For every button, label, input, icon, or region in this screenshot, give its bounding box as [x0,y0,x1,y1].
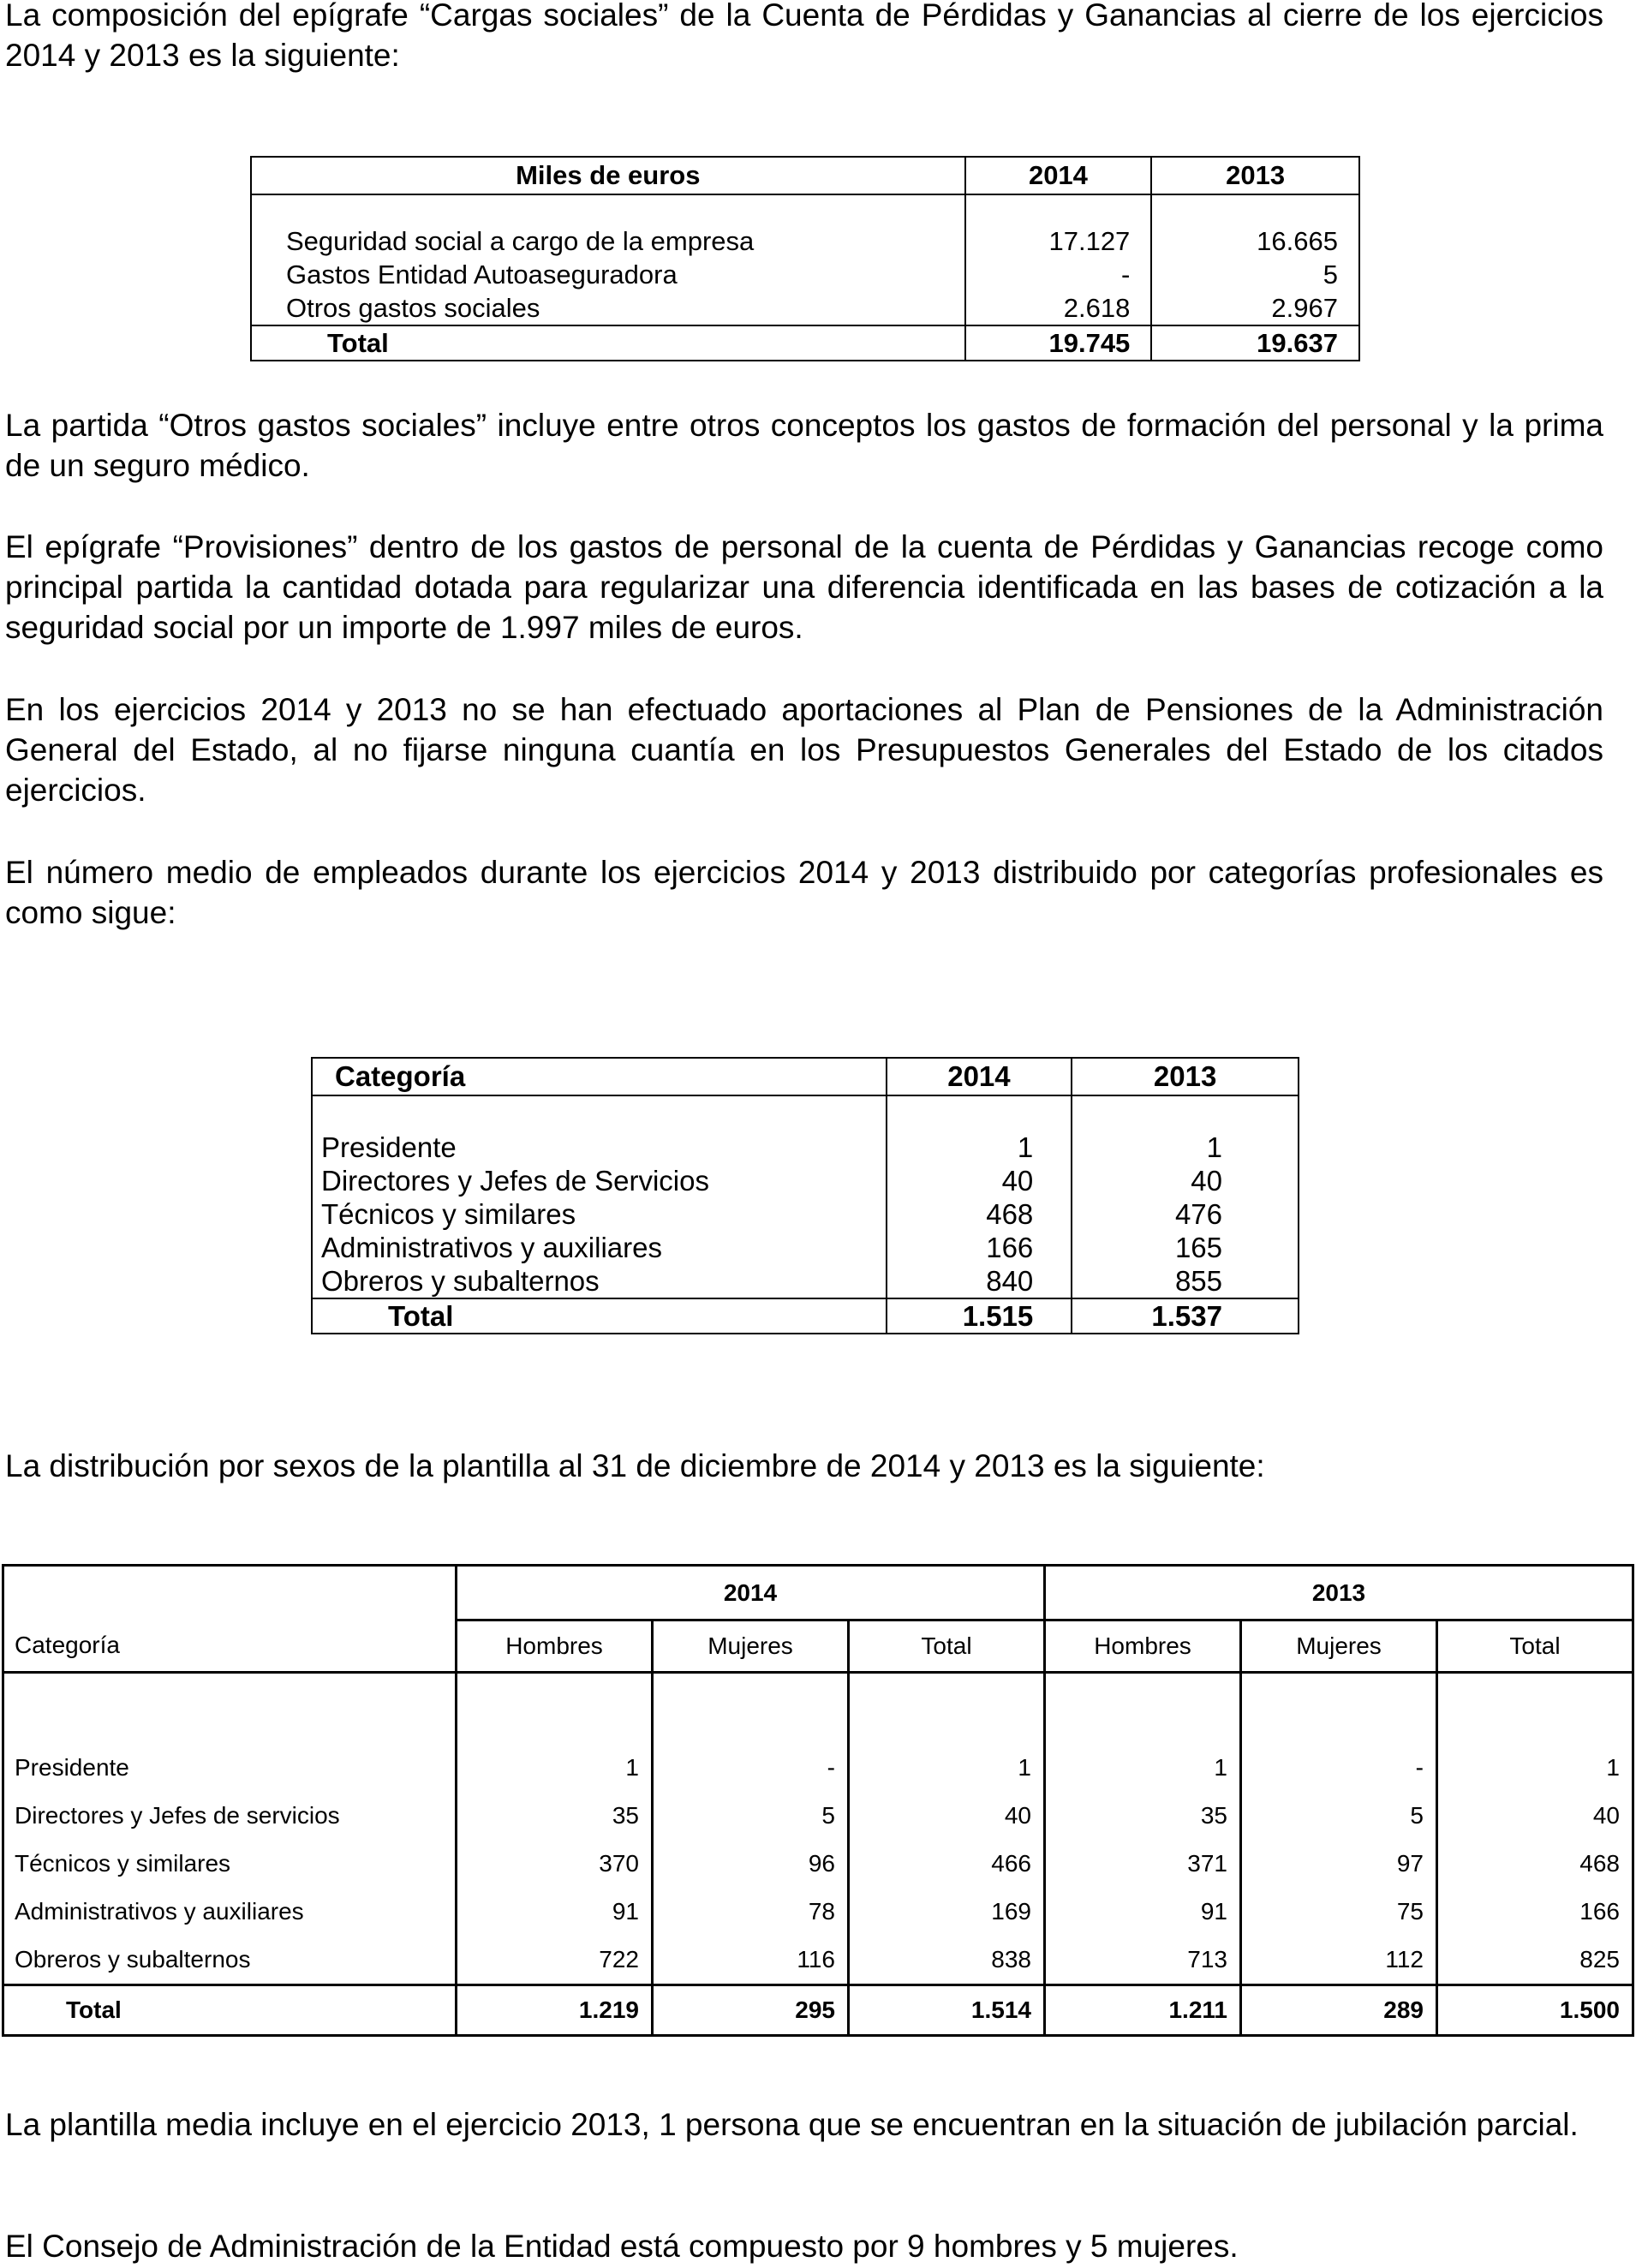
year-header: 2013 [1045,1566,1633,1620]
row-label: Otros gastos sociales [251,291,965,325]
column-header: Total [1437,1620,1633,1673]
table-distribucion-sexos [2,1564,1634,2037]
column-header: Categoría [312,1058,887,1095]
cell-value: 5 [1151,258,1359,291]
cell-value: 825 [1437,1936,1633,1985]
total-value: 295 [653,1985,849,2036]
paragraph-otros-gastos: La partida “Otros gastos sociales” incluye entre otros conceptos los gastos de formación del personal y la prima de un seguro médico. [5,408,1603,483]
cell-value: 5 [653,1792,849,1840]
column-header: Total [849,1620,1045,1673]
row-label: Gastos Entidad Autoaseguradora [251,258,965,291]
total-value: 19.745 [965,325,1152,361]
total-value: 1.515 [887,1298,1072,1334]
table-cargas-sociales [250,156,1360,361]
total-value: 19.637 [1151,325,1359,361]
total-value: 1.514 [849,1985,1045,2036]
total-value: 1.537 [1072,1298,1299,1334]
table-row [251,224,1359,258]
cell-value: 75 [1241,1888,1437,1936]
row-label: Técnicos y similares [312,1197,887,1231]
cell-value: 91 [1045,1888,1241,1936]
cell-value: 371 [1045,1840,1241,1888]
table-row [312,1264,1299,1298]
table-row [3,1840,1633,1888]
paragraph-consejo: El Consejo de Administración de la Entidad está compuesto por 9 hombres y 5 mujeres. [5,2229,1239,2264]
cell-value: 91 [457,1888,653,1936]
cell-value: 476 [1072,1197,1299,1231]
column-header: Hombres [457,1620,653,1673]
column-header: Hombres [1045,1620,1241,1673]
row-label: Seguridad social a cargo de la empresa [251,224,965,258]
year-header-row [3,1566,1633,1620]
cell-value: 713 [1045,1936,1241,1985]
cell-value: 96 [653,1840,849,1888]
column-header: Mujeres [653,1620,849,1673]
paragraph-empleados-intro: El número medio de empleados durante los ejercicios 2014 y 2013 distribuido por categorías profesionales es como sigue: [5,855,1603,930]
cell-value: 370 [457,1840,653,1888]
table-total-row [251,325,1359,361]
row-label: Administrativos y auxiliares [3,1888,457,1936]
cell-value: 97 [1241,1840,1437,1888]
paragraph-plantilla-media: La plantilla media incluye en el ejercicio 2013, 1 persona que se encuentran en la situación de jubilación parcial. [5,2107,1579,2142]
cell-value: 1 [457,1744,653,1792]
cell-value: 165 [1072,1231,1299,1264]
row-label: Técnicos y similares [3,1840,457,1888]
cell-value: 466 [849,1840,1045,1888]
table-categorias [311,1057,1299,1334]
total-label: Total [251,325,965,361]
cell-value: 840 [887,1264,1072,1298]
cell-value: 1 [849,1744,1045,1792]
table-header-row [3,1620,1633,1673]
column-header: Miles de euros [251,157,965,194]
paragraph-plan-pensiones: En los ejercicios 2014 y 2013 no se han efectuado aportaciones al Plan de Pensiones de la Administración General del Estado, al no fijarse ninguna cuantía en los Presupuestos Generales del Estado de los citados ejercicios. [5,692,1603,808]
table-row [312,1197,1299,1231]
cell-value: 40 [887,1164,1072,1197]
cell-value: 40 [1437,1792,1633,1840]
row-label: Directores y Jefes de Servicios [312,1164,887,1197]
total-label: Total [3,1985,457,2036]
cell-value: 855 [1072,1264,1299,1298]
cell-value: - [1241,1744,1437,1792]
cell-value: 1 [1072,1131,1299,1164]
table-header-row [312,1058,1299,1095]
cell-value: 169 [849,1888,1045,1936]
table-row [3,1792,1633,1840]
cell-value: 5 [1241,1792,1437,1840]
total-label: Total [312,1298,887,1334]
cell-value: 468 [1437,1840,1633,1888]
table-row [3,1888,1633,1936]
cell-value: 78 [653,1888,849,1936]
cell-value: 166 [1437,1888,1633,1936]
table-total-row [312,1298,1299,1334]
total-value: 289 [1241,1985,1437,2036]
cell-value: 1 [1437,1744,1633,1792]
table-total-row [3,1985,1633,2036]
column-header: 2014 [965,157,1152,194]
cell-value: 838 [849,1936,1045,1985]
total-value: 1.500 [1437,1985,1633,2036]
table-row [3,1936,1633,1985]
cell-value: 35 [457,1792,653,1840]
column-header: 2013 [1072,1058,1299,1095]
total-value: 1.219 [457,1985,653,2036]
paragraph-sexos-intro: La distribución por sexos de la plantilla al 31 de diciembre de 2014 y 2013 es la siguiente: [5,1448,1265,1483]
row-label: Administrativos y auxiliares [312,1231,887,1264]
table-row [251,291,1359,325]
table-row [312,1164,1299,1197]
cell-value: - [653,1744,849,1792]
cell-value: 17.127 [965,224,1152,258]
paragraph-cargas-intro: La composición del epígrafe “Cargas sociales” de la Cuenta de Pérdidas y Ganancias al cierre de los ejercicios 2014 y 2013 es la siguiente: [5,0,1603,73]
cell-value: 2.967 [1151,291,1359,325]
year-header: 2014 [457,1566,1045,1620]
cell-value: 40 [1072,1164,1299,1197]
cell-value: 2.618 [965,291,1152,325]
row-label: Directores y Jefes de servicios [3,1792,457,1840]
cell-value: 40 [849,1792,1045,1840]
row-label: Obreros y subalternos [312,1264,887,1298]
table-row [3,1744,1633,1792]
cell-value: 468 [887,1197,1072,1231]
column-header: Categoría [3,1620,457,1673]
cell-value: 1 [1045,1744,1241,1792]
cell-value: 166 [887,1231,1072,1264]
cell-value: - [965,258,1152,291]
cell-value: 722 [457,1936,653,1985]
cell-value: 1 [887,1131,1072,1164]
column-header: Mujeres [1241,1620,1437,1673]
table-row [312,1131,1299,1164]
row-label: Presidente [3,1744,457,1792]
table-row [251,258,1359,291]
column-header: 2014 [887,1058,1072,1095]
column-header: 2013 [1151,157,1359,194]
table-row [312,1231,1299,1264]
cell-value: 16.665 [1151,224,1359,258]
table-header-row [251,157,1359,194]
cell-value: 116 [653,1936,849,1985]
row-label: Obreros y subalternos [3,1936,457,1985]
cell-value: 35 [1045,1792,1241,1840]
cell-value: 112 [1241,1936,1437,1985]
paragraph-provisiones: El epígrafe “Provisiones” dentro de los gastos de personal de la cuenta de Pérdidas y Ganancias recoge como principal partida la cantidad dotada para regularizar una diferencia identificada en las bases de cotización a la seguridad social por un importe de 1.997 miles de euros. [5,529,1603,645]
total-value: 1.211 [1045,1985,1241,2036]
row-label: Presidente [312,1131,887,1164]
